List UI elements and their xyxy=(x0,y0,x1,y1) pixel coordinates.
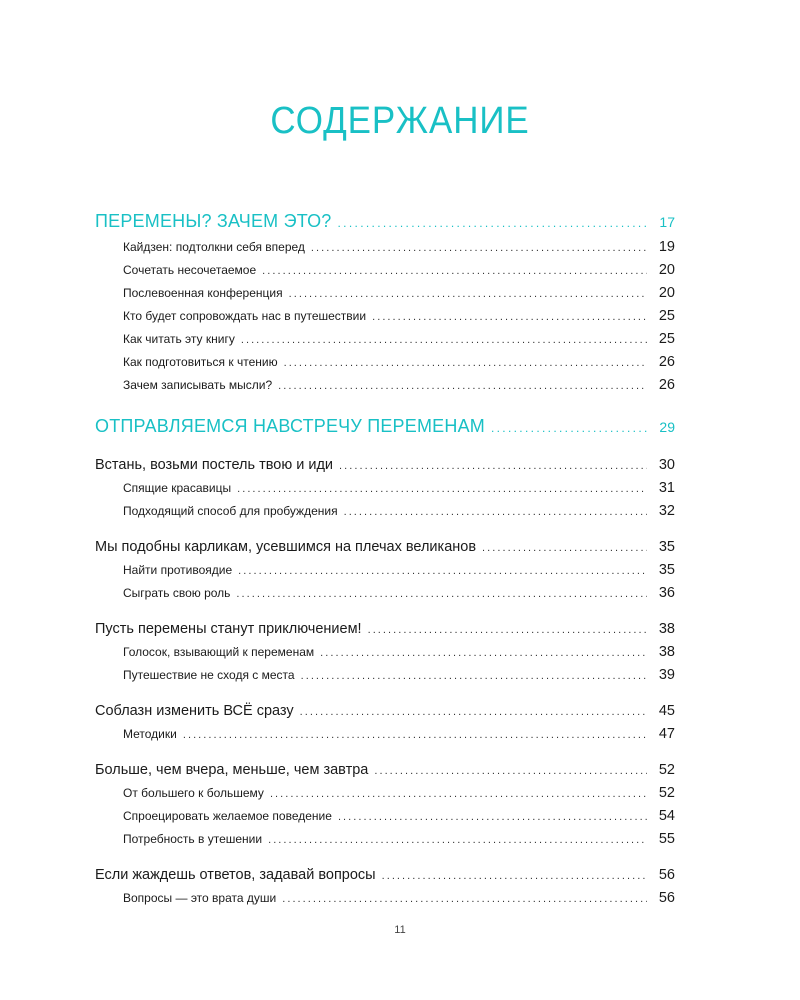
spacer xyxy=(95,397,675,411)
toc-page-number: 20 xyxy=(658,285,675,301)
toc-page-number: 31 xyxy=(658,480,675,496)
dot-leader xyxy=(311,237,647,259)
dot-leader xyxy=(338,806,647,828)
toc-page-number: 45 xyxy=(658,703,675,719)
dot-leader xyxy=(491,413,647,441)
spacer xyxy=(95,523,675,536)
toc-page-number: 35 xyxy=(658,539,675,555)
toc-part-label: ПЕРЕМЕНЫ? ЗАЧЕМ ЭТО? xyxy=(95,211,332,231)
dot-leader xyxy=(482,537,647,559)
toc-section[interactable] xyxy=(95,500,675,523)
toc-section-label: Послевоенная конференция xyxy=(123,286,283,300)
toc-chapter-label: Больше, чем вчера, меньше, чем завтра xyxy=(95,762,369,778)
toc-page-number: 17 xyxy=(659,214,675,230)
toc-section[interactable] xyxy=(95,374,675,397)
toc-section[interactable] xyxy=(95,477,675,500)
toc-chapter-label: Пусть перемены станут приключением! xyxy=(95,621,362,637)
toc-page-number: 26 xyxy=(658,377,675,393)
dot-leader xyxy=(339,455,647,477)
page-title: СОДЕРЖАНИЕ xyxy=(270,100,530,142)
dot-leader xyxy=(241,329,647,351)
toc-section[interactable] xyxy=(95,351,675,374)
toc-section-label: Методики xyxy=(123,727,177,741)
toc-section[interactable] xyxy=(95,805,675,828)
toc-page-number: 56 xyxy=(658,890,675,906)
dot-leader xyxy=(374,760,647,782)
toc-section-label: Сыграть свою роль xyxy=(123,586,231,600)
dot-leader xyxy=(368,619,647,641)
toc-page-number: 20 xyxy=(658,262,675,278)
toc-section-label: От большего к большему xyxy=(123,786,264,800)
dot-leader xyxy=(183,724,647,746)
toc-section-label: Как читать эту книгу xyxy=(123,332,235,346)
toc-section-label: Как подготовиться к чтению xyxy=(123,355,278,369)
toc-page-number: 29 xyxy=(659,419,675,435)
toc-page-number: 52 xyxy=(658,785,675,801)
dot-leader xyxy=(338,208,647,236)
toc-chapter-label: Встань, возьми постель твою и иди xyxy=(95,457,334,473)
toc-section[interactable] xyxy=(95,664,675,687)
toc-section-label: Вопросы — это врата души xyxy=(123,891,277,905)
toc-section-label: Подходящий способ для пробуждения xyxy=(123,504,338,518)
toc-page-number: 25 xyxy=(658,331,675,347)
toc-chapter[interactable] xyxy=(95,454,675,477)
toc-page-number: 35 xyxy=(658,562,675,578)
toc-page-number: 38 xyxy=(658,644,675,660)
toc-page-number: 26 xyxy=(658,354,675,370)
toc-section-label: Голосок, взывающий к переменам xyxy=(123,645,315,659)
dot-leader xyxy=(284,352,647,374)
dot-leader xyxy=(278,375,647,397)
dot-leader xyxy=(289,283,647,305)
toc-section[interactable] xyxy=(95,559,675,582)
toc-part-label: ОТПРАВЛЯЕМСЯ НАВСТРЕЧУ ПЕРЕМЕНАМ xyxy=(95,416,485,436)
dot-leader xyxy=(262,260,647,282)
toc-section[interactable] xyxy=(95,582,675,605)
toc-page-number: 32 xyxy=(658,503,675,519)
dot-leader xyxy=(237,478,647,500)
toc-section[interactable] xyxy=(95,259,675,282)
toc-section[interactable] xyxy=(95,236,675,259)
toc-section[interactable] xyxy=(95,887,675,910)
toc-chapter-label: Соблазн изменить ВСЁ сразу xyxy=(95,703,294,719)
toc-section-label: Кто будет сопровождать нас в путешествии xyxy=(123,309,367,323)
toc-section-label: Кайдзен: подтолкни себя вперед xyxy=(123,240,305,254)
toc-chapter[interactable] xyxy=(95,759,675,782)
toc-part[interactable] xyxy=(95,206,675,236)
toc-chapter[interactable] xyxy=(95,536,675,559)
dot-leader xyxy=(236,583,647,605)
dot-leader xyxy=(268,829,647,851)
toc-page-number: 38 xyxy=(658,621,675,637)
toc-page-number: 19 xyxy=(658,239,675,255)
dot-leader xyxy=(344,501,647,523)
toc-page-number: 56 xyxy=(658,867,675,883)
toc-page-number: 47 xyxy=(658,726,675,742)
dot-leader xyxy=(320,642,647,664)
toc-page-number: 39 xyxy=(658,667,675,683)
toc-section-label: Сочетать несочетаемое xyxy=(123,263,257,277)
toc-section[interactable] xyxy=(95,782,675,805)
spacer xyxy=(95,441,675,454)
dot-leader xyxy=(301,665,647,687)
dot-leader xyxy=(238,560,647,582)
dot-leader xyxy=(382,865,647,887)
spacer xyxy=(95,851,675,864)
toc-chapter[interactable] xyxy=(95,618,675,641)
toc-section[interactable] xyxy=(95,282,675,305)
table-of-contents xyxy=(95,206,675,910)
page-number: 11 xyxy=(394,924,406,936)
spacer xyxy=(95,687,675,700)
dot-leader xyxy=(372,306,647,328)
toc-page-number: 25 xyxy=(658,308,675,324)
toc-page-number: 55 xyxy=(658,831,675,847)
toc-section[interactable] xyxy=(95,328,675,351)
toc-section[interactable] xyxy=(95,723,675,746)
toc-page-number: 52 xyxy=(658,762,675,778)
dot-leader xyxy=(282,888,647,910)
toc-chapter-label: Если жаждешь ответов, задавай вопросы xyxy=(95,867,376,883)
spacer xyxy=(95,605,675,618)
toc-chapter[interactable] xyxy=(95,700,675,723)
toc-section-label: Потребность в утешении xyxy=(123,832,263,846)
spacer xyxy=(95,746,675,759)
toc-section[interactable] xyxy=(95,641,675,664)
dot-leader xyxy=(300,701,647,723)
toc-page-number: 36 xyxy=(658,585,675,601)
toc-page-number: 54 xyxy=(658,808,675,824)
toc-chapter-label: Мы подобны карликам, усевшимся на плечах великанов xyxy=(95,539,477,555)
toc-part[interactable] xyxy=(95,411,675,441)
toc-section-label: Найти противоядие xyxy=(123,563,233,577)
toc-section[interactable] xyxy=(95,828,675,851)
toc-section[interactable] xyxy=(95,305,675,328)
toc-section-label: Спроецировать желаемое поведение xyxy=(123,809,332,823)
toc-section-label: Путешествие не сходя с места xyxy=(123,668,295,682)
toc-section-label: Спящие красавицы xyxy=(123,481,232,495)
toc-page-number: 30 xyxy=(658,457,675,473)
toc-chapter[interactable] xyxy=(95,864,675,887)
toc-section-label: Зачем записывать мысли? xyxy=(123,378,273,392)
dot-leader xyxy=(270,783,647,805)
